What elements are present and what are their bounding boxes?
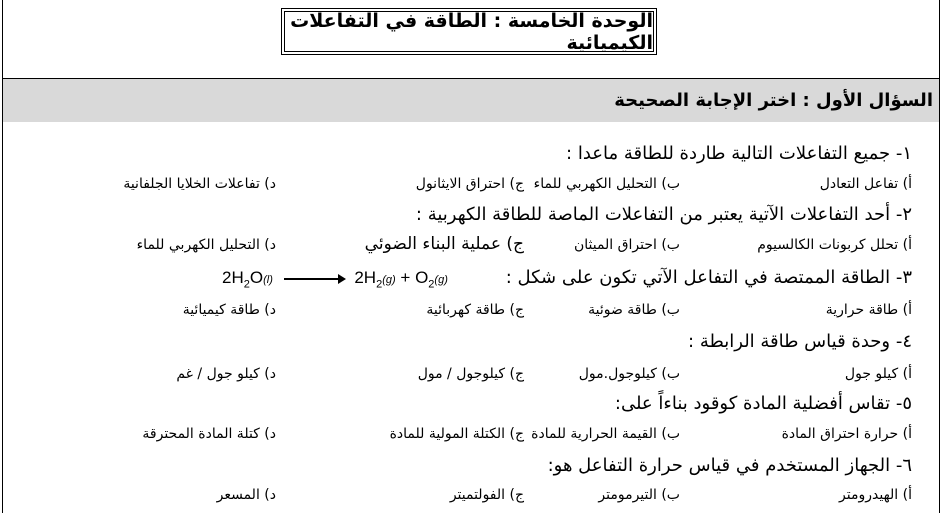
section-title: السؤال الأول : اختر الإجابة الصحيحة bbox=[614, 90, 933, 111]
reaction-arrow-icon bbox=[284, 278, 344, 280]
question-1-options bbox=[0, 176, 942, 200]
eq-product2-state: (g) bbox=[434, 274, 448, 286]
eq-product2-sub: 2 bbox=[428, 278, 435, 291]
option-c[interactable]: ج) كيلوجول / مول bbox=[417, 366, 524, 382]
section-header bbox=[3, 78, 939, 122]
option-d[interactable]: د) التحليل الكهربي للماء bbox=[136, 237, 276, 253]
unit-title-text: الوحدة الخامسة : الطاقة في التفاعلات الكيميائية bbox=[290, 9, 653, 54]
eq-product2: O bbox=[415, 268, 429, 287]
question-3: ٣- الطاقة الممتصة في التفاعل الآتي تكون على شكل : bbox=[505, 267, 912, 288]
question-6: ٦- الجهاز المستخدم في قياس حرارة التفاعل هو: bbox=[547, 455, 912, 476]
option-b[interactable]: ب) كيلوجول.مول bbox=[578, 366, 680, 382]
option-a[interactable]: أ) حرارة احتراق المادة bbox=[781, 426, 912, 442]
eq-product1-state: (g) bbox=[382, 274, 396, 286]
option-d[interactable]: د) كتلة المادة المحترقة bbox=[142, 426, 276, 442]
option-a[interactable]: أ) الهيدرومتر bbox=[839, 487, 912, 503]
eq-plus: + bbox=[400, 268, 411, 287]
question-2: ٢- أحد التفاعلات الآتية يعتبر من التفاعلات الماصة للطاقة الكهربية : bbox=[415, 204, 912, 225]
option-a[interactable]: أ) كيلو جول bbox=[844, 366, 912, 382]
question-5: ٥- تقاس أفضلية المادة كوقود بناءاً على: bbox=[614, 393, 912, 414]
option-b[interactable]: ب) التحليل الكهربي للماء bbox=[533, 176, 680, 192]
question-4: ٤- وحدة قياس طاقة الرابطة : bbox=[688, 331, 912, 352]
option-d[interactable]: د) تفاعلات الخلايا الجلفانية bbox=[123, 176, 276, 192]
option-c[interactable]: ج) احتراق الايثانول bbox=[415, 176, 524, 192]
chemical-equation bbox=[222, 268, 448, 290]
option-d[interactable]: د) كيلو جول / غم bbox=[176, 366, 276, 382]
eq-reactant: 2H bbox=[222, 268, 244, 287]
eq-reactant-sub: 2 bbox=[243, 278, 250, 291]
option-b[interactable]: ب) القيمة الحرارية للمادة bbox=[531, 426, 680, 442]
question-1: ١- جميع التفاعلات التالية طاردة للطاقة ماعدا : bbox=[566, 143, 912, 164]
option-a[interactable]: أ) تفاعل التعادل bbox=[819, 176, 912, 192]
option-c[interactable]: ج) الكتلة المولية للمادة bbox=[389, 426, 524, 442]
option-c[interactable]: ج) عملية البناء الضوئي bbox=[364, 234, 524, 254]
eq-product1: 2H bbox=[354, 268, 377, 287]
option-d[interactable]: د) طاقة كيميائية bbox=[182, 302, 276, 318]
option-c[interactable]: ج) الفولتميتر bbox=[449, 487, 524, 503]
eq-reactant-tail: O bbox=[249, 268, 264, 287]
option-d[interactable]: د) المسعر bbox=[216, 487, 276, 503]
question-2-options bbox=[0, 234, 942, 261]
question-4-options bbox=[0, 366, 942, 390]
option-a[interactable]: أ) طاقة حرارية bbox=[825, 302, 912, 318]
unit-title bbox=[284, 11, 654, 52]
question-5-options bbox=[0, 426, 942, 450]
option-c[interactable]: ج) طاقة كهربائية bbox=[426, 302, 524, 318]
option-b[interactable]: ب) التيرمومتر bbox=[598, 487, 680, 503]
question-3-options bbox=[0, 302, 942, 326]
option-b[interactable]: ب) طاقة ضوئية bbox=[588, 302, 680, 318]
option-b[interactable]: ب) احتراق الميثان bbox=[573, 237, 680, 253]
question-6-options bbox=[0, 487, 942, 511]
eq-reactant-state: (l) bbox=[263, 274, 273, 286]
option-a[interactable]: أ) تحلل كربونات الكالسيوم bbox=[757, 237, 912, 253]
eq-product1-sub: 2 bbox=[376, 278, 383, 291]
